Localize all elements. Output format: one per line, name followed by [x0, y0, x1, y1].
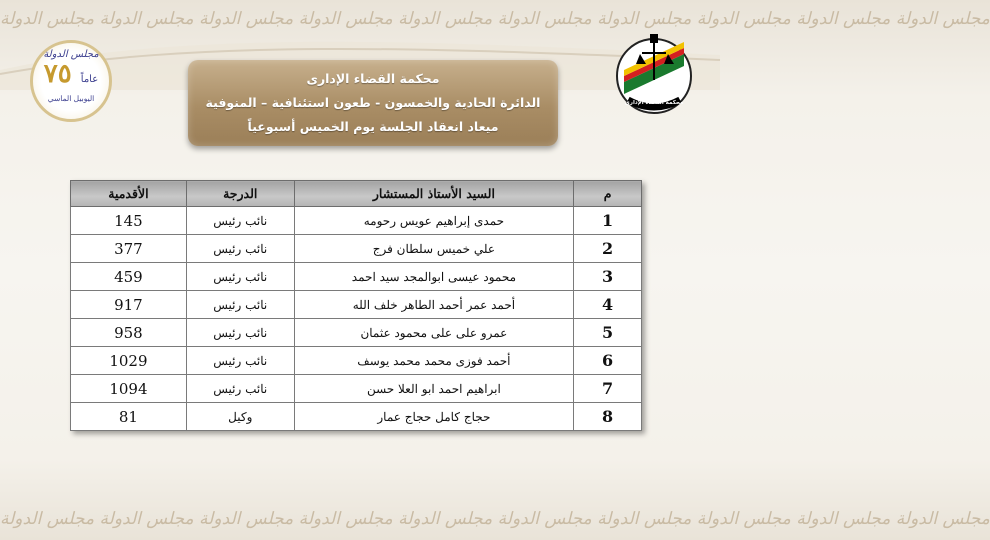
watermark-text: مجلس الدولة	[392, 509, 493, 529]
row-index: 6	[574, 347, 642, 375]
emblem-digits: ٧٥	[43, 59, 72, 89]
watermark-text: مجلس الدولة	[94, 9, 194, 29]
row-seniority: 81	[71, 403, 187, 431]
watermark-text: مجلس الدولة	[691, 509, 791, 529]
watermark-text: مجلس الدولة	[492, 509, 592, 529]
table-row	[71, 347, 642, 375]
row-seniority: 1094	[71, 375, 187, 403]
header-line-session: ميعاد انعقاد الجلسة يوم الخميس أسبوعياً	[247, 119, 499, 134]
watermark-text: مجلس الدولة	[890, 509, 990, 529]
watermark-text: مجلس الدولة	[790, 9, 891, 29]
row-seniority: 958	[71, 319, 187, 347]
watermark-text: مجلس الدولة	[890, 9, 990, 29]
watermark-text: مجلس الدولة	[492, 9, 592, 29]
watermark-text: مجلس الدولة	[790, 509, 891, 529]
table-header-row	[71, 181, 642, 207]
row-index: 8	[574, 403, 642, 431]
row-index: 1	[574, 207, 642, 235]
row-seniority: 917	[71, 291, 187, 319]
row-name: عمرو على على محمود عثمان	[294, 319, 573, 347]
counselors-table	[70, 180, 642, 431]
row-grade: وكيل	[186, 403, 294, 431]
watermark-text: مجلس الدولة	[293, 9, 393, 29]
row-index: 7	[574, 375, 642, 403]
emblem-subtitle: اليوبيل الماسي	[47, 94, 95, 103]
row-name: علي خميس سلطان فرج	[294, 235, 573, 263]
row-grade: نائب رئيس	[186, 207, 294, 235]
row-name: ابراهيم احمد ابو العلا حسن	[294, 375, 573, 403]
row-name: أحمد عمر أحمد الطاهر خلف الله	[294, 291, 573, 319]
row-grade: نائب رئيس	[186, 319, 294, 347]
watermark-text: مجلس الدولة	[94, 509, 194, 529]
row-grade: نائب رئيس	[186, 263, 294, 291]
table-row	[71, 291, 642, 319]
table-row	[71, 207, 642, 235]
watermark-text: مجلس الدولة	[0, 9, 95, 29]
row-grade: نائب رئيس	[186, 235, 294, 263]
emblem-number	[33, 60, 109, 94]
row-name: أحمد فوزى محمد محمد يوسف	[294, 347, 573, 375]
row-index: 3	[574, 263, 642, 291]
header-line-circuit: الدائرة الحادية والخمسون - طعون استئنافية – المنوفية	[205, 95, 541, 110]
row-seniority: 1029	[71, 347, 187, 375]
row-grade: نائب رئيس	[186, 375, 294, 403]
row-name: محمود عيسى ابوالمجد سيد احمد	[294, 263, 573, 291]
row-index: 5	[574, 319, 642, 347]
anniversary-emblem	[30, 40, 112, 122]
row-grade: نائب رئيس	[186, 347, 294, 375]
row-grade: نائب رئيس	[186, 291, 294, 319]
header-name: السيد الأستاذ المستشار	[294, 181, 573, 207]
panel-table-wrapper	[70, 180, 642, 431]
header-seniority: الأقدمية	[71, 181, 187, 207]
watermark-text: مجلس الدولة	[293, 509, 393, 529]
row-index: 2	[574, 235, 642, 263]
emblem-top-text: مجلس الدولة	[43, 49, 99, 60]
table-row	[71, 319, 642, 347]
bottom-watermark-band	[0, 500, 990, 538]
row-seniority: 145	[71, 207, 187, 235]
table-row	[71, 403, 642, 431]
header-index: م	[574, 181, 642, 207]
table-row	[71, 235, 642, 263]
table-row	[71, 263, 642, 291]
emblem-word: عاماً	[80, 74, 99, 85]
row-name: حجاج كامل حجاج عمار	[294, 403, 573, 431]
watermark-text: مجلس الدولة	[193, 509, 294, 529]
row-name: حمدى إبراهيم عويس رحومه	[294, 207, 573, 235]
table-row	[71, 375, 642, 403]
logo-text: محكمة القضاء الإدارى	[624, 100, 684, 106]
header-line-court: محكمة القضاء الإدارى	[306, 71, 440, 86]
watermark-text: مجلس الدولة	[691, 9, 791, 29]
watermark-text: مجلس الدولة	[591, 509, 692, 529]
header-box	[188, 60, 558, 146]
watermark-text: مجلس الدولة	[193, 9, 294, 29]
watermark-text: مجلس الدولة	[392, 9, 493, 29]
row-seniority: 377	[71, 235, 187, 263]
header-grade: الدرجة	[186, 181, 294, 207]
row-seniority: 459	[71, 263, 187, 291]
court-logo	[614, 30, 694, 116]
row-index: 4	[574, 291, 642, 319]
watermark-text: مجلس الدولة	[591, 9, 692, 29]
watermark-text: مجلس الدولة	[0, 509, 95, 529]
